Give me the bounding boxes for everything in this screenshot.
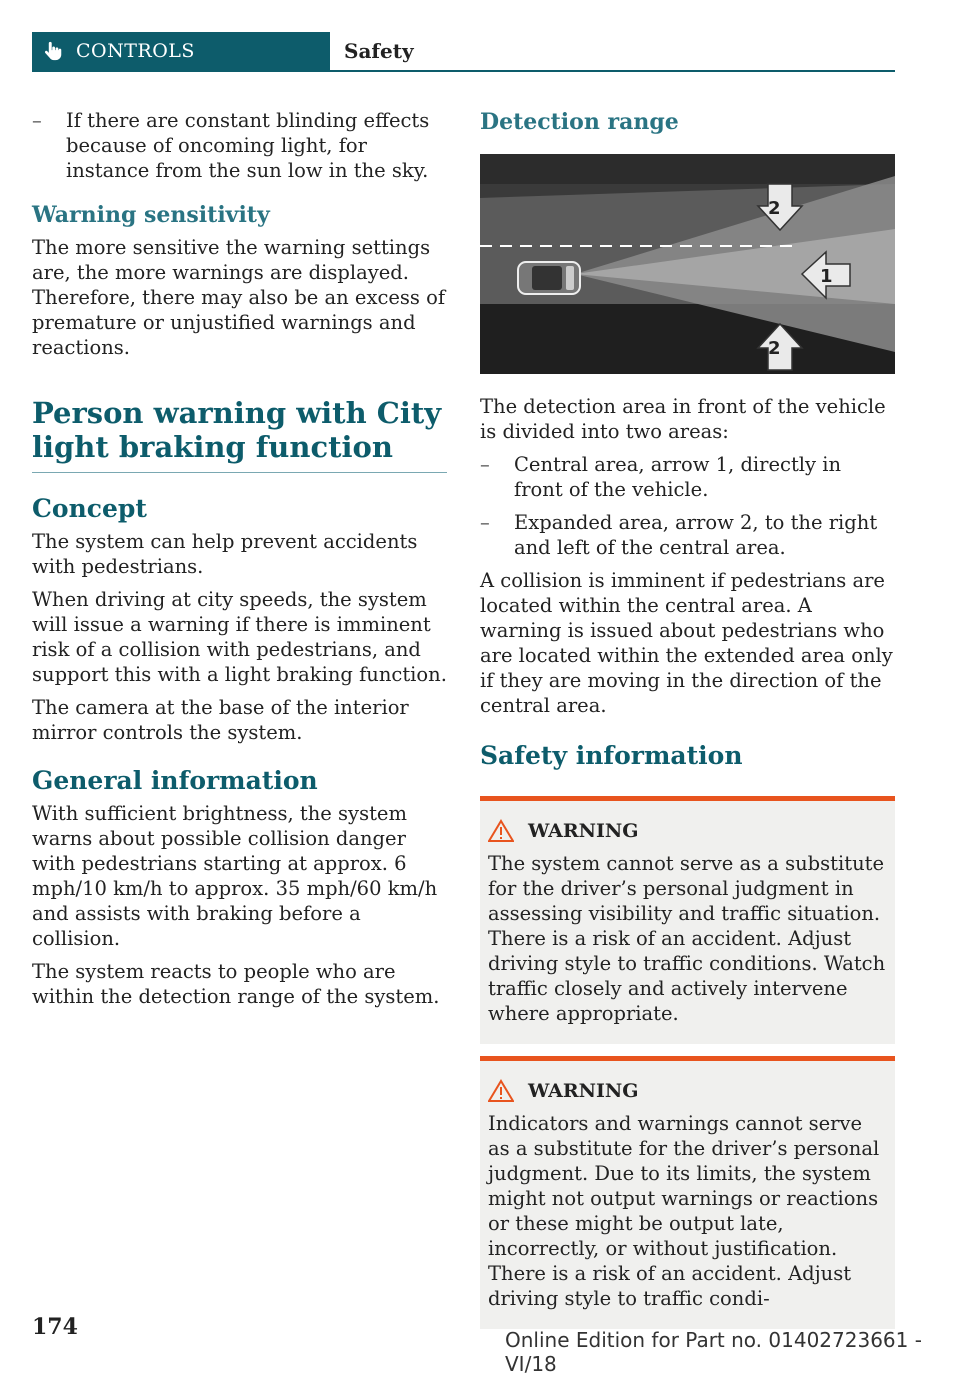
warning-sensitivity-heading: Warning sensitivity	[32, 202, 270, 228]
hand-pointer-icon	[42, 40, 64, 62]
concept-paragraph: The system can help prevent accidents with pedestrians.	[32, 530, 418, 578]
section-label: Safety	[344, 39, 414, 63]
bullet-dash: –	[480, 511, 490, 534]
warning-text: The system cannot serve as a substitute for the driver’s personal judgment in assessing visibility and traffic situation. There is a risk of an accident. Adjust driving style to traffic conditions. Watch traffic closely and actively intervene where appropriate.	[488, 852, 886, 1025]
warning-title	[488, 1079, 887, 1103]
upper-shoulder	[480, 154, 895, 184]
list-item	[480, 510, 895, 560]
arrow-label: 1	[820, 266, 833, 287]
page-header	[32, 32, 895, 72]
vehicle-icon	[518, 262, 580, 294]
left-column	[32, 108, 447, 1017]
warning-box	[480, 1056, 895, 1329]
list-item	[32, 108, 447, 183]
warning-text: Indicators and warnings cannot serve as a substitute for the driver’s personal judgment. Due to its limits, the system might not output warnings or reactions or these might be output late, incorrectly, or without justification. There is a risk of an accident. Adjust driving style to traffic condi-	[488, 1112, 880, 1310]
page-number: 174	[32, 1314, 78, 1340]
warning-title	[488, 819, 887, 843]
warning-triangle-icon	[488, 819, 514, 843]
detection-paragraph: A collision is imminent if pedestrians are located within the central area. A warning is issued about pedestrians who are located within the extended area only if they are moving in the direction of the central area.	[480, 569, 893, 717]
detection-range-heading: Detection range	[480, 109, 679, 135]
safety-information-heading: Safety information	[480, 741, 743, 770]
bullet-text: Expanded area, arrow 2, to the right and left of the central area.	[514, 511, 878, 559]
bullet-dash: –	[480, 453, 490, 476]
warning-box	[480, 796, 895, 1044]
warning-sensitivity-text: The more sensitive the warning settings are, the more warnings are displayed. Therefore, there may also be an excess of premature or unjustified warnings and reactions.	[32, 236, 446, 359]
bullet-dash: –	[32, 109, 42, 132]
warning-title-text: WARNING	[528, 1080, 639, 1102]
list-item	[480, 452, 895, 502]
concept-paragraph: The camera at the base of the interior mirror controls the system.	[32, 696, 409, 744]
chapter-label: CONTROLS	[76, 40, 195, 62]
general-information-heading: General information	[32, 766, 318, 795]
chapter-tab	[32, 32, 330, 70]
bullet-text: Central area, arrow 1, directly in front of the vehicle.	[514, 453, 842, 501]
warning-triangle-icon	[488, 1079, 514, 1103]
edition-footer: Online Edition for Part no. 01402723661 - VI/18	[505, 1328, 922, 1376]
detection-paragraph: The detection area in front of the vehicle is divided into two areas:	[480, 395, 886, 443]
detection-range-figure	[480, 154, 895, 374]
general-paragraph: The system reacts to people who are within the detection range of the system.	[32, 960, 440, 1008]
bullet-text: If there are constant blinding effects because of oncoming light, for instance from the sun low in the sky.	[66, 109, 430, 182]
general-paragraph: With sufficient brightness, the system warns about possible collision danger with pedestrians starting at approx. 6 mph/10 km/h to approx. 35 mph/60 km/h and assists with braking before a collision.	[32, 802, 438, 950]
main-heading: Person warning with City light braking function	[32, 396, 447, 473]
concept-heading: Concept	[32, 494, 147, 523]
right-column	[480, 108, 895, 1341]
warning-title-text: WARNING	[528, 820, 639, 842]
concept-paragraph: When driving at city speeds, the system will issue a warning if there is imminent risk of a collision with pedestrians, and support this with a light braking function.	[32, 588, 447, 686]
arrow-label: 2	[768, 338, 781, 359]
arrow-label: 2	[768, 198, 781, 219]
